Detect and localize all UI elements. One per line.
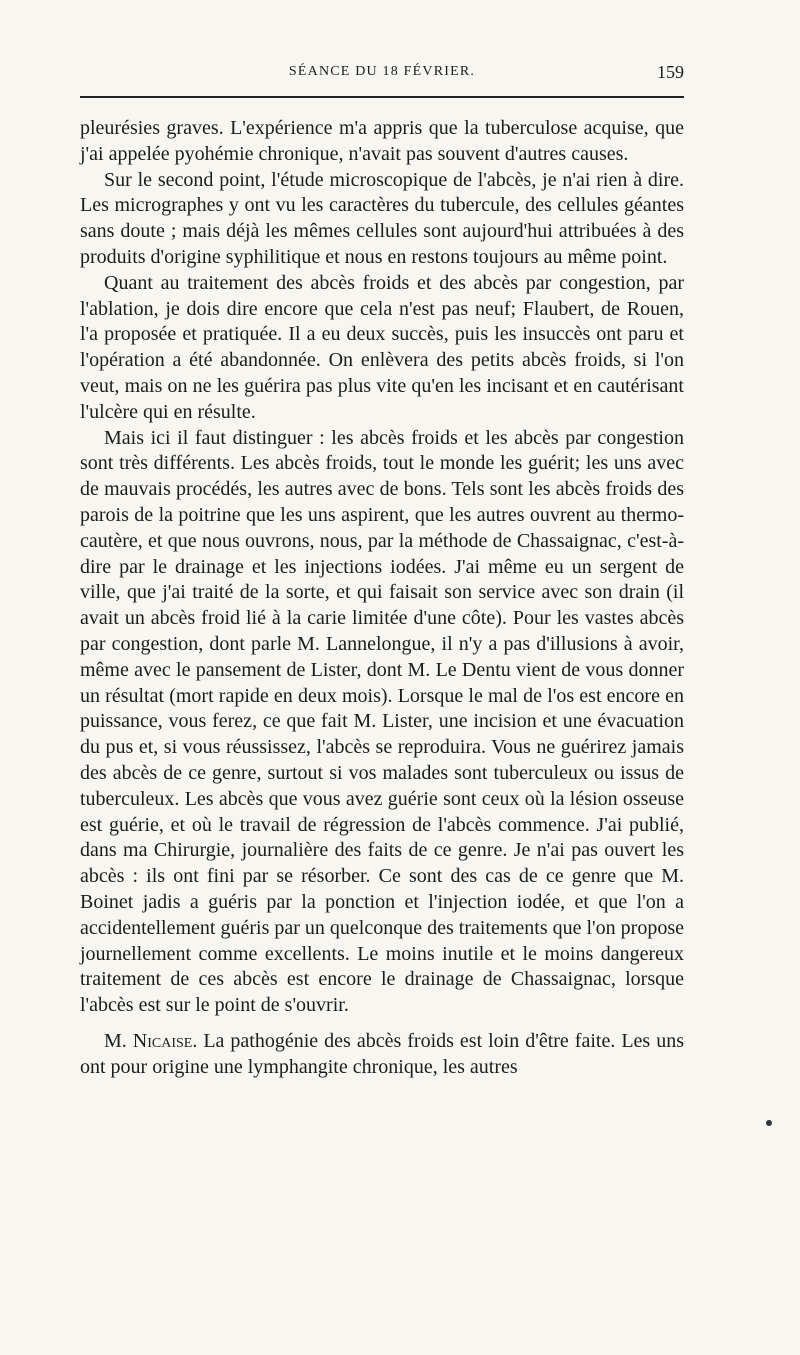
paragraph-continuation: pleurésies graves. L'expérience m'a appris que la tuberculose acquise, que j'ai appelée pyohémie chronique, n'avait pas souvent d'autres causes. <box>80 117 684 165</box>
ink-speck <box>766 1120 772 1126</box>
paragraph-nicaise-text: La pathogénie des abcès froids est loin d'être faite. Les uns ont pour origine une lymphangite chronique, les autres <box>80 1029 684 1078</box>
header-rule <box>80 96 684 98</box>
paragraph-nicaise <box>80 1029 684 1081</box>
paragraph-microscopy: Sur le second point, l'étude microscopique de l'abcès, je n'ai rien à dire. Les micrographes y ont vu les caractères du tubercule, des cellules géantes sans doute ; mais déjà les mêmes cellules sont aujourd'hui attribuées à des produits d'origine syphilitique et nous en restons toujours au même point. <box>80 168 684 268</box>
speaker-name: M. Nicaise. <box>104 1029 198 1052</box>
page-header <box>80 64 684 86</box>
body-text <box>80 116 684 1080</box>
paragraph-treatment: Quant au traitement des abcès froids et des abcès par congestion, par l'ablation, je dois dire encore que cela n'est pas neuf; Flaubert, de Rouen, l'a proposée et pratiquée. Il a eu deux succès, puis les insuccès ont paru et l'opération a été abandonnée. On enlèvera des petits abcès froids, si l'on veut, mais on ne les guérira pas plus vite qu'en les incisant et en cautérisant l'ulcère qui en résulte. <box>80 271 684 423</box>
running-title: SÉANCE DU 18 FÉVRIER. <box>288 64 476 79</box>
paragraph-distinction: Mais ici il faut distinguer : les abcès froids et les abcès par congestion sont très différents. Les abcès froids, tout le monde les guérit; les uns avec de mauvais procédés, les autres avec de bons. Tels sont les abcès froids des parois de la poitrine que les uns aspirent, que les autres ouvrent au thermo-cautère, et que nous ouvrons, nous, par la méthode de Chassaignac, c'est-à-dire par le drainage et les injections iodées. J'ai même eu un sergent de ville, que j'ai traité de la sorte, et qui faisait son service avec son drain (il avait un abcès froid lié à la carie limitée d'une côte). Pour les vastes abcès par congestion, dont parle M. Lannelongue, il n'y a pas d'illusions à avoir, même avec le pansement de Lister, dont M. Le Dentu vient de vous donner un résultat (mort rapide en deux mois). Lorsque le mal de l'os est encore en puissance, vous ferez, ce que fait M. Lister, une incision et une évacuation du pus et, si vous réussissez, l'abcès se reproduira. Vous ne guérirez jamais des abcès de ce genre, surtout si vos malades sont tuberculeux ou issus de tuberculeux. Les abcès que vous avez guérie sont ceux où la lésion osseuse est guérie, et où le travail de régression de l'abcès commence. J'ai publié, dans ma Chirurgie, journalière des faits de ce genre. Je n'ai pas ouvert les abcès : ils ont fini par se résorber. Ce sont des cas de ce genre que M. Boinet jadis a guéris par la ponction et l'injection iodée, et que l'on a accidentellement guéris par un quelconque des traitements que l'on propose journellement comme excellents. Le moins inutile et le moins dangereux traitement de ces abcès est encore le drainage de Chassaignac, lorsque l'abcès est sur le point de s'ouvrir. <box>80 426 684 1017</box>
page-number: 159 <box>657 62 684 82</box>
